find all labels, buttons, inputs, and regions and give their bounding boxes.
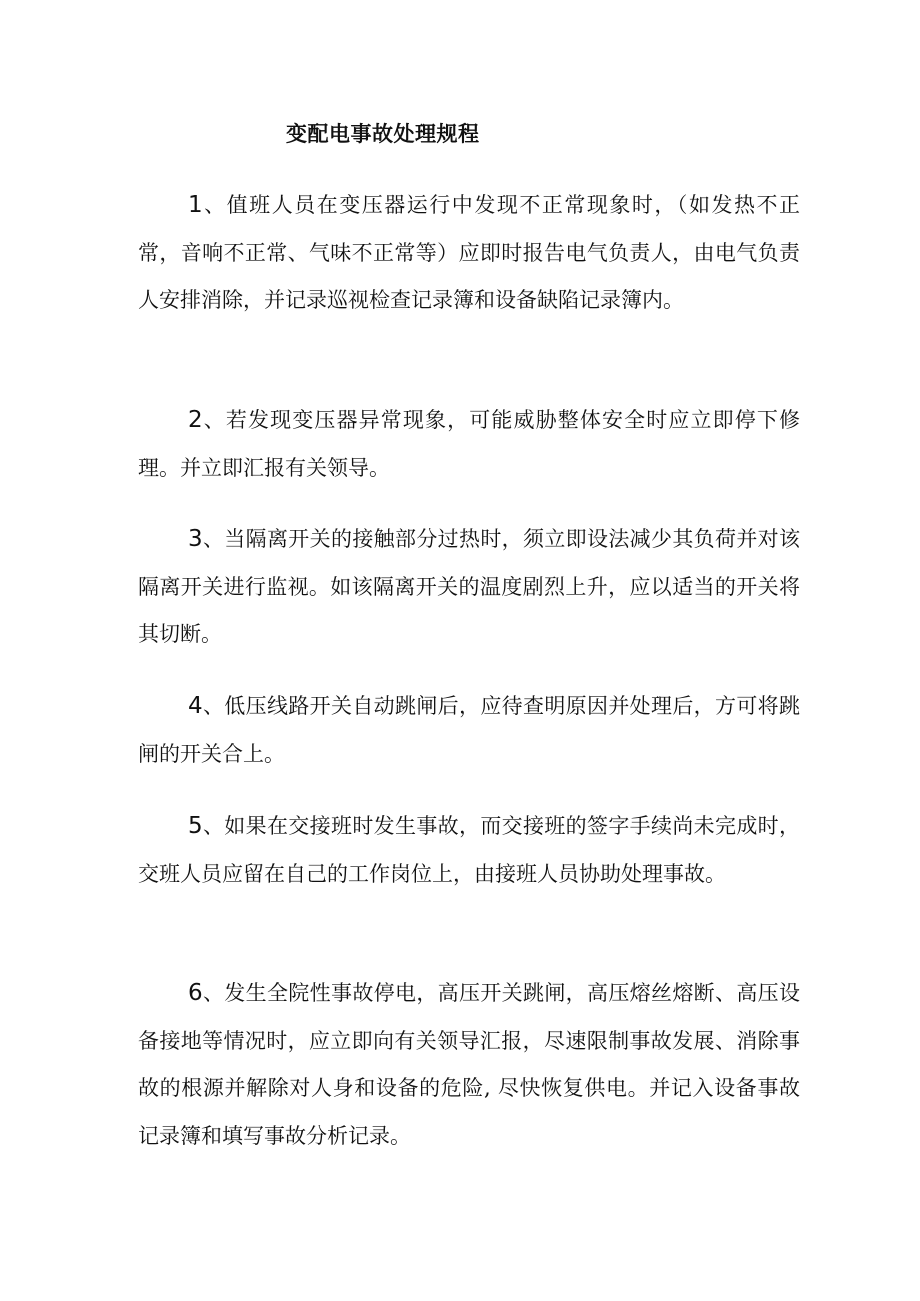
paragraph-number: 1	[188, 192, 203, 218]
paragraph-number: 3	[188, 526, 203, 552]
paragraph-3	[138, 516, 800, 659]
document-title: 变配电事故处理规程	[286, 121, 480, 146]
paragraph-5	[138, 803, 800, 898]
paragraph-number: 6	[188, 980, 203, 1006]
paragraph-number: 2	[188, 407, 203, 433]
paragraph-text: 、值班人员在变压器运行中发现不正常现象时，（如发热不正常，音响不正常、气味不正常等）应即时报告电气负责人，由电气负责人安排消除，并记录巡视检查记录簿和设备缺陷记录簿内。	[138, 193, 800, 312]
paragraph-text: 、如果在交接班时发生事故，而交接班的签字手续尚未完成时，交班人员应留在自己的工作岗位上，由接班人员协助处理事故。	[138, 814, 800, 886]
paragraph-1	[138, 182, 800, 325]
paragraph-text: 、若发现变压器异常现象，可能威胁整体安全时应立即停下修理。并立即汇报有关领导。	[138, 408, 800, 480]
paragraph-number: 4	[188, 693, 203, 719]
paragraph-text: 、低压线路开关自动跳闸后，应待查明原因并处理后，方可将跳闸的开关合上。	[138, 694, 800, 766]
paragraph-6	[138, 970, 800, 1160]
paragraph-text: 、发生全院性事故停电，高压开关跳闸，高压熔丝熔断、高压设备接地等情况时，应立即向有关领导汇报，尽速限制事故发展、消除事故的根源并解除对人身和设备的危险, 尽快恢复供电。并记入设备事故记录簿和填写事故分析记录。	[138, 981, 800, 1148]
paragraph-number: 5	[188, 813, 203, 839]
paragraph-text: 、当隔离开关的接触部分过热时，须立即设法减少其负荷并对该隔离开关进行监视。如该隔离开关的温度剧烈上升，应以适当的开关将其切断。	[138, 527, 800, 646]
paragraph-4	[138, 683, 800, 778]
paragraph-2	[138, 397, 800, 492]
